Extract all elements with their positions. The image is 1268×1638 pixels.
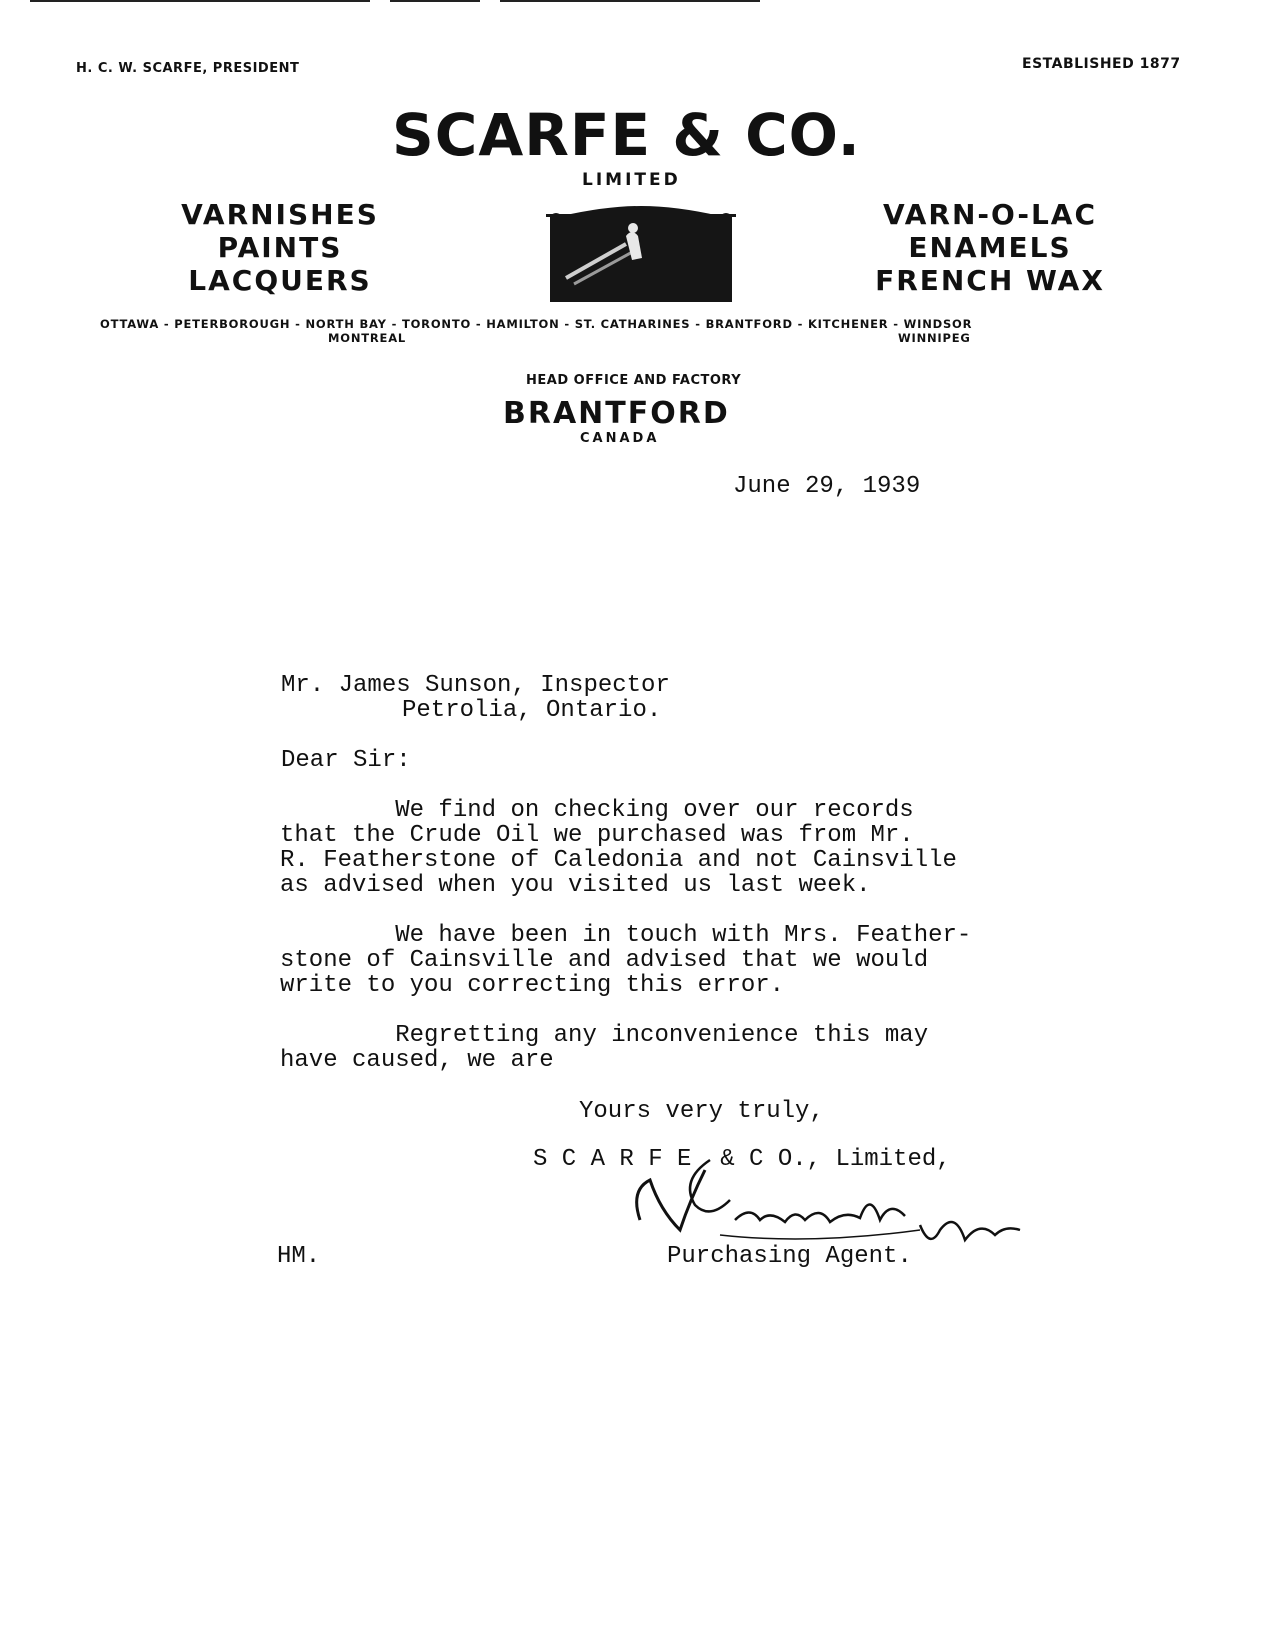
product-item: VARN-O-LAC <box>882 198 1098 231</box>
letter-date: June 29, 1939 <box>733 473 921 500</box>
paragraph-3: Regretting any inconvenience this may have caused, we are <box>280 1022 929 1074</box>
established-year: ESTABLISHED 1877 <box>1022 56 1181 72</box>
head-office-label: HEAD OFFICE AND FACTORY <box>526 373 742 388</box>
head-office-country: CANADA <box>580 431 660 446</box>
varnish-brush-emblem-icon <box>546 206 736 302</box>
product-item: FRENCH WAX <box>875 264 1105 297</box>
signer-title: Purchasing Agent. <box>667 1243 912 1270</box>
product-item: PAINTS <box>217 231 343 264</box>
company-name: SCARFE & CO. <box>392 101 861 169</box>
product-item: ENAMELS <box>908 231 1072 264</box>
signer-company: S C A R F E & C O., Limited, <box>533 1146 951 1173</box>
company-suffix: LIMITED <box>582 170 681 190</box>
recipient-line-1: Mr. James Sunson, Inspector <box>281 672 670 699</box>
paragraph-1: We find on checking over our records that the Crude Oil we purchased was from Mr. R. Featherstone of Caledonia and not Cainsville as advised when you visited us last week. <box>280 797 957 899</box>
top-rule-left <box>30 0 370 2</box>
product-item: LACQUERS <box>188 264 372 297</box>
products-left <box>160 198 400 297</box>
president-name: H. C. W. SCARFE, PRESIDENT <box>76 61 300 76</box>
top-rule-right <box>500 0 760 2</box>
top-rule-mid <box>390 0 480 2</box>
branch-city-winnipeg: WINNIPEG <box>898 331 971 345</box>
product-item: VARNISHES <box>181 198 379 231</box>
salutation: Dear Sir: <box>281 747 411 774</box>
branch-city-montreal: MONTREAL <box>328 331 407 345</box>
products-right <box>860 198 1120 297</box>
typist-initials: HM. <box>277 1243 321 1270</box>
head-office-city: BRANTFORD <box>503 396 730 431</box>
closing: Yours very truly, <box>579 1098 824 1125</box>
branch-cities: OTTAWA - PETERBOROUGH - NORTH BAY - TORONTO - HAMILTON - ST. CATHARINES - BRANTFORD - KITCHENER - WINDSOR <box>100 317 973 331</box>
recipient-line-2: Petrolia, Ontario. <box>402 697 662 724</box>
paragraph-2: We have been in touch with Mrs. Feather- stone of Cainsville and advised that we would write to you correcting this error. <box>280 922 972 999</box>
